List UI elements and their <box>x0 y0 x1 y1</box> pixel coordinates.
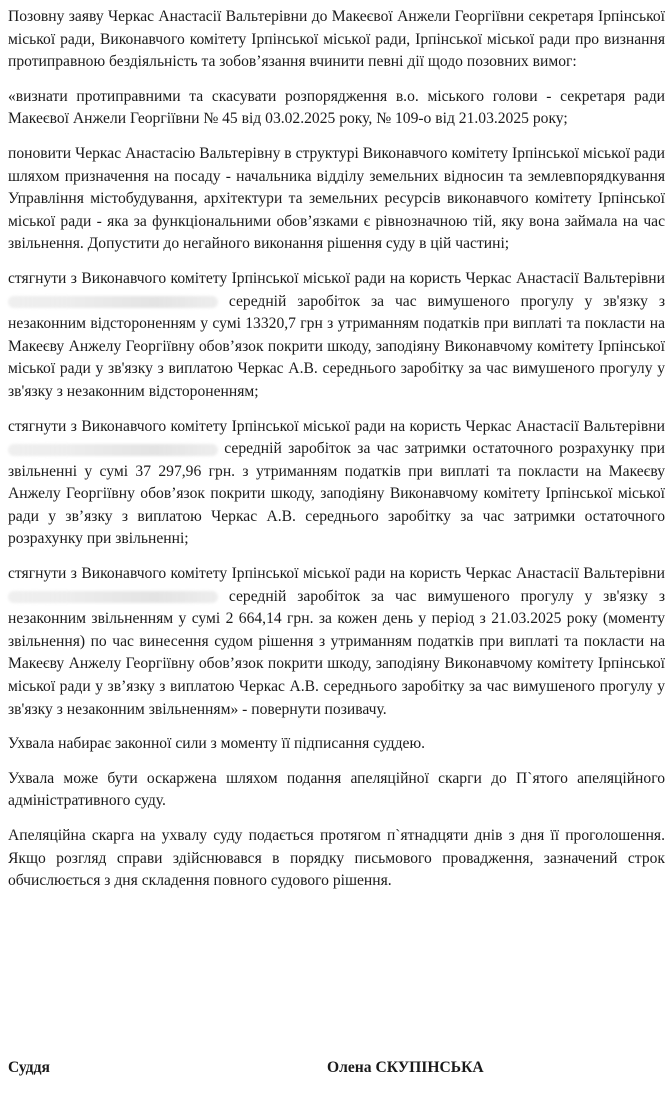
paragraph-appeal-court: Ухвала може бути оскаржена шляхом подання апеляційної скарги до П`ятого апеляційного адміністративного суду. <box>8 769 665 810</box>
paragraph-claim-intro: Позовну заяву Черкас Анастасії Вальтерівни до Макеєвої Анжели Георгіївни секретаря Ірпінської міської ради, Виконавчого комітету Ірпінської міської ради, Ірпінської міської ради про визнання протиправною бездіяльність та зобов’язання вчинити певні дії щодо позовних вимог: <box>8 8 665 71</box>
paragraph-effect: Ухвала набирає законної сили з моменту її підписання суддею. <box>8 735 426 753</box>
redaction-blur <box>8 296 218 308</box>
court-ruling-text <box>8 6 665 905</box>
paragraph-text-start: стягнути з Виконавчого комітету Ірпінської міської ради на користь Черкас Анастасії Вальтерівни <box>8 565 665 583</box>
redaction-blur <box>8 444 218 456</box>
paragraph-appeal-term: Апеляційна скарга на ухвалу суду подається протягом п`ятнадцяти днів з дня її проголошення. Якщо розгляд справи здійснювався в порядку письмового провадження, зазначений строк обчислюється з дня складення повного судового рішення. <box>8 827 665 890</box>
paragraph-claim-reinstate: поновити Черкас Анастасію Вальтерівну в структурі Виконавчого комітету Ірпінської міської ради шляхом призначення на посаду - начальника відділу земельних відносин та землевпорядкування Управління містобудування, архітектури та земельних ресурсів виконавчого комітету Ірпінської міської ради - яка за функціональними обов’язками є рівнозначною тій, яку вона займала на час звільнення. Допустити до негайного виконання рішення суду в цій частині; <box>8 144 665 253</box>
paragraph-text-start: стягнути з Виконавчого комітету Ірпінської міської ради на користь Черкас Анастасії Вальтерівни <box>8 417 665 435</box>
judge-title: Суддя <box>8 1059 50 1076</box>
paragraph-text-start: стягнути з Виконавчого комітету Ірпінської міської ради на користь Черкас Анастасії Вальтерівни <box>8 269 665 287</box>
paragraph-text-end: середній заробіток за час вимушеного прогулу у зв'язку з незаконним відстороненням у сумі 13320,7 грн з утриманням податків при виплаті та покласти на Макеєву Анжелу Георгіївну обов’язок покрити шкоду, заподіяну Виконавчому комітету Ірпінської міської ради у зв'язку з виплатою Черкас А.В. середнього заробітку за час вимушеного прогулу у зв'язку з незаконним відстороненням; <box>8 292 665 400</box>
paragraph-claim-annul: «визнати протиправними та скасувати розпорядження в.о. міського голови - секретаря ради Макеєвої Анжели Георгіївни № 45 від 03.02.2025 року, № 109-о від 21.03.2025 року; <box>8 87 665 128</box>
paragraph-text-end: середній заробіток за час затримки остаточного розрахунку при звільненні у сумі 37 297,96 грн. з утриманням податків при виплаті та покласти на Макеєву Анжелу Георгіївну обов’язок покрити шкоду, заподіяну Виконавчому комітету Ірпінської міської ради у зв’язку з виплатою Черкас А.В. середнього заробітку за час затримки остаточного розрахунку при звільненні; <box>8 440 665 548</box>
paragraph-claim-settlement-delay <box>8 416 665 552</box>
paragraph-text-end: середній заробіток за час вимушеного прогулу у зв'язку з незаконним звільненням у сумі 2 664,14 грн. за кожен день у період з 21.03.2025 року (моменту звільнення) по час винесення судом рішення з утриманням податків при виплаті та покласти на Макеєву Анжелу Георгіївну обов’язок покрити шкоду, заподіяну Виконавчому комітету Ірпінської міської ради у зв’язку з виплатою Черкас А.В. середнього заробітку за час вимушеного прогулу у зв'язку з незаконним звільненням» - повернути позивачу. <box>8 587 665 718</box>
signature-line <box>8 1059 663 1085</box>
paragraph-claim-dismissal-pay <box>8 563 665 721</box>
paragraph-claim-suspension-pay <box>8 268 665 404</box>
judge-name: Олена СКУПІНСЬКА <box>327 1059 484 1076</box>
redaction-blur <box>8 591 218 603</box>
